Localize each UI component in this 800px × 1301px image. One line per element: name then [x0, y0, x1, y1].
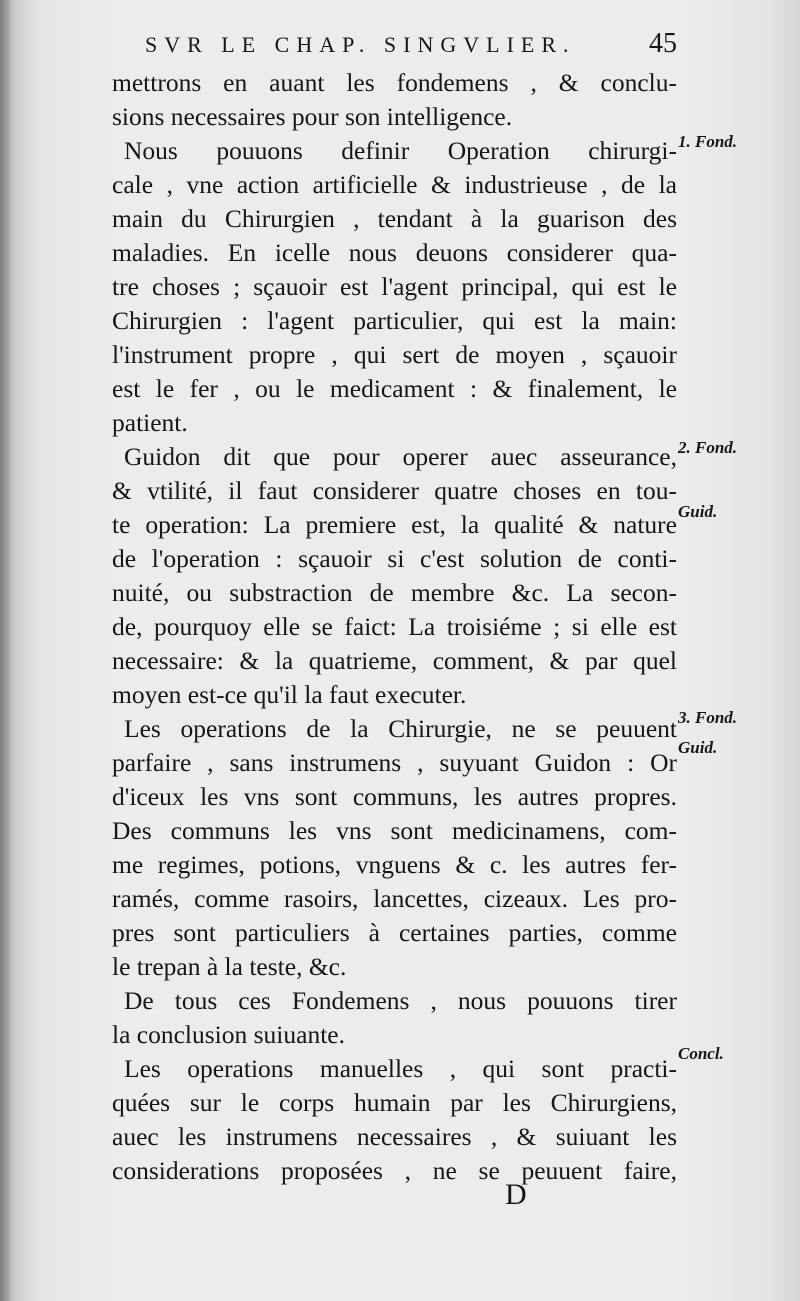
text-line: tre choses ; sçauoir est l'agent principal, qui est le	[112, 272, 677, 301]
margin-note: Concl.	[678, 1044, 724, 1063]
margin-note: 2. Fond.	[678, 438, 738, 457]
text-line: ramés, comme rasoirs, lancettes, cizeaux. Les pro-	[112, 884, 677, 913]
text-line: Chirurgien : l'agent particulier, qui est la main:	[112, 306, 677, 335]
text-line: nuité, ou substraction de membre &c. La secon-	[112, 578, 677, 607]
text-line: la conclusion suiuante.	[112, 1020, 345, 1049]
page-number: 45	[649, 28, 677, 59]
page-header	[115, 30, 675, 70]
margin-note: 1. Fond.	[678, 132, 738, 151]
text-line: considerations proposées , ne se peuuent faire,	[112, 1156, 677, 1185]
text-line: main du Chirurgien , tendant à la guarison des	[112, 204, 677, 233]
text-line: Nous pouuons definir Operation chirurgi-	[124, 136, 677, 165]
margin-note: 3. Fond.	[678, 708, 738, 727]
text-line: sions necessaires pour son intelligence.	[112, 102, 513, 131]
margin-note: Guid.	[678, 502, 718, 521]
text-line: auec les instrumens necessaires , & suiuant les	[112, 1122, 677, 1151]
text-line: pres sont particuliers à certaines parties, comme	[112, 918, 677, 947]
text-line: Les operations manuelles , qui sont practi-	[124, 1054, 677, 1083]
text-line: te operation: La premiere est, la qualité & nature	[112, 510, 677, 539]
text-line: necessaire: & la quatrieme, comment, & par quel	[112, 646, 677, 675]
text-line: quées sur le corps humain par les Chirurgiens,	[112, 1088, 677, 1117]
text-line: de, pourquoy elle se faict: La troisiéme ; si elle est	[112, 612, 677, 641]
text-line: de l'operation : sçauoir si c'est solution de conti-	[112, 544, 677, 573]
text-line: patient.	[112, 408, 188, 437]
text-line: l'instrument propre , qui sert de moyen , sçauoir	[112, 340, 677, 369]
margin-note: Guid.	[678, 738, 718, 757]
text-line: cale , vne action artificielle & industrieuse , de la	[112, 170, 677, 199]
text-line: mettrons en auant les fondemens , & conclu-	[112, 68, 677, 97]
text-line: Les operations de la Chirurgie, ne se peuuent	[124, 714, 677, 743]
text-line: Guidon dit que pour operer auec asseurance,	[124, 442, 677, 471]
margin-notes	[678, 0, 788, 1301]
text-line: d'iceux les vns sont communs, les autres propres.	[112, 782, 677, 811]
text-line: le trepan à la teste, &c.	[112, 952, 347, 981]
text-line: maladies. En icelle nous deuons considerer qua-	[112, 238, 677, 267]
text-line: me regimes, potions, vnguens & c. les autres fer-	[112, 850, 677, 879]
body-text	[112, 66, 677, 1188]
text-line: parfaire , sans instrumens , suyuant Guidon : Or	[112, 748, 677, 777]
text-line: Des communs les vns sont medicinamens, com-	[112, 816, 677, 845]
text-line: moyen est-ce qu'il la faut executer.	[112, 680, 467, 709]
text-line: De tous ces Fondemens , nous pouuons tirer	[124, 986, 677, 1015]
text-line: est le fer , ou le medicament : & finalement, le	[112, 374, 677, 403]
text-line: & vtilité, il faut considerer quatre choses en tou-	[112, 476, 677, 505]
signature-mark: D	[505, 1178, 527, 1211]
running-head: SVR LE CHAP. SINGVLIER.	[145, 32, 576, 57]
